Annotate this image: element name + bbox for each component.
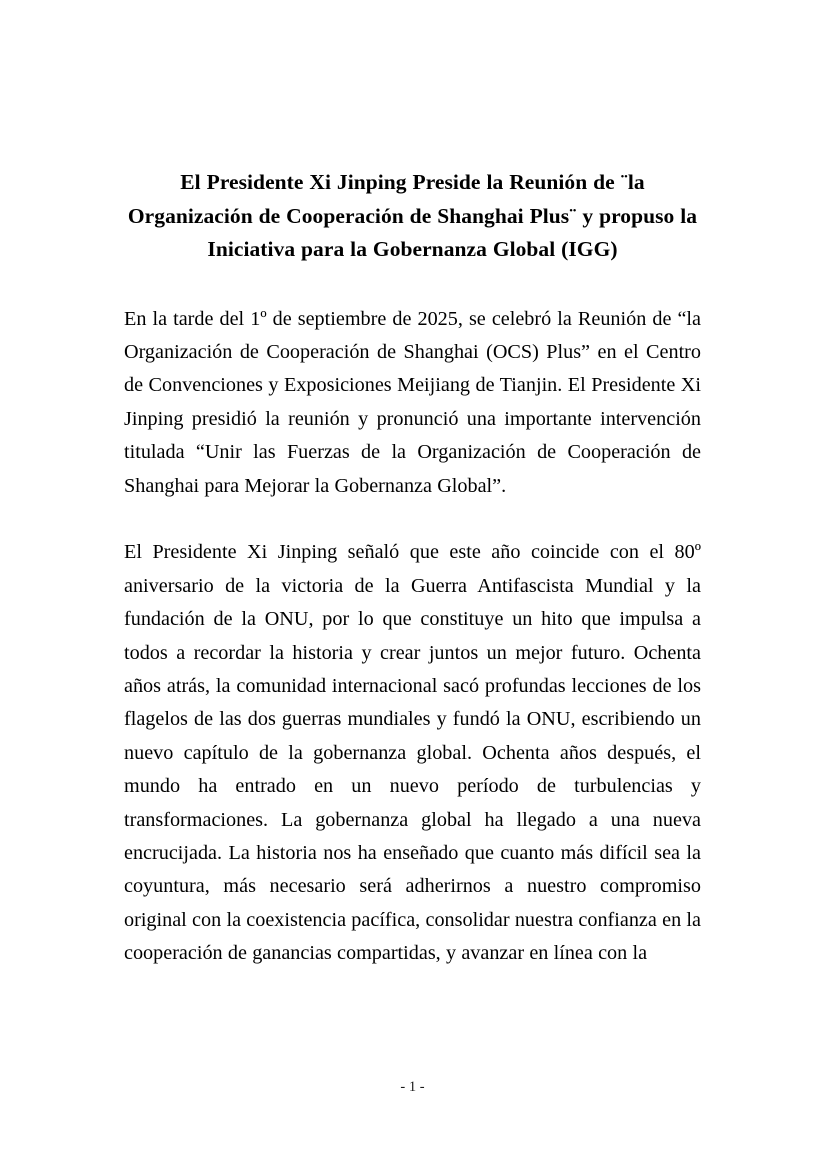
body-paragraph-2: El Presidente Xi Jinping señaló que este año coincide con el 80º aniversario de la victoria de la Guerra Antifascista Mundial y la fundación de la ONU, por lo que constituye un hito que impulsa a todos a recordar la historia y crear juntos un mejor futuro. Ochenta años atrás, la comunidad internacional sacó profundas lecciones de los flagelos de las dos guerras mundiales y fundó la ONU, escribiendo un nuevo capítulo de la gobernanza global. Ochenta años después, el mundo ha entrado en un nuevo período de turbulencias y transformaciones. La gobernanza global ha llegado a una nueva encrucijada. La historia nos ha enseñado que cuanto más difícil sea la coyuntura, más necesario será adherirnos a nuestro compromiso original con la coexistencia pacífica, consolidar nuestra confianza en la cooperación de ganancias compartidas, y avanzar en línea con la <box>124 541 701 965</box>
page-number-footer: - 1 - <box>400 1079 425 1095</box>
document-content-column <box>124 0 701 971</box>
page-title: El Presidente Xi Jinping Preside la Reunión de ¨la Organización de Cooperación de Shanghai Plus¨ y propuso la Iniciativa para la Gobernanza Global (IGG) <box>127 170 698 261</box>
body-paragraph-1: En la tarde del 1º de septiembre de 2025, se celebró la Reunión de “la Organización de Cooperación de Shanghai (OCS) Plus” en el Centro de Convenciones y Exposiciones Meijiang de Tianjin. El Presidente Xi Jinping presidió la reunión y pronunció una importante intervención titulada “Unir las Fuerzas de la Organización de Cooperación de Shanghai para Mejorar la Gobernanza Global”. <box>124 307 701 497</box>
